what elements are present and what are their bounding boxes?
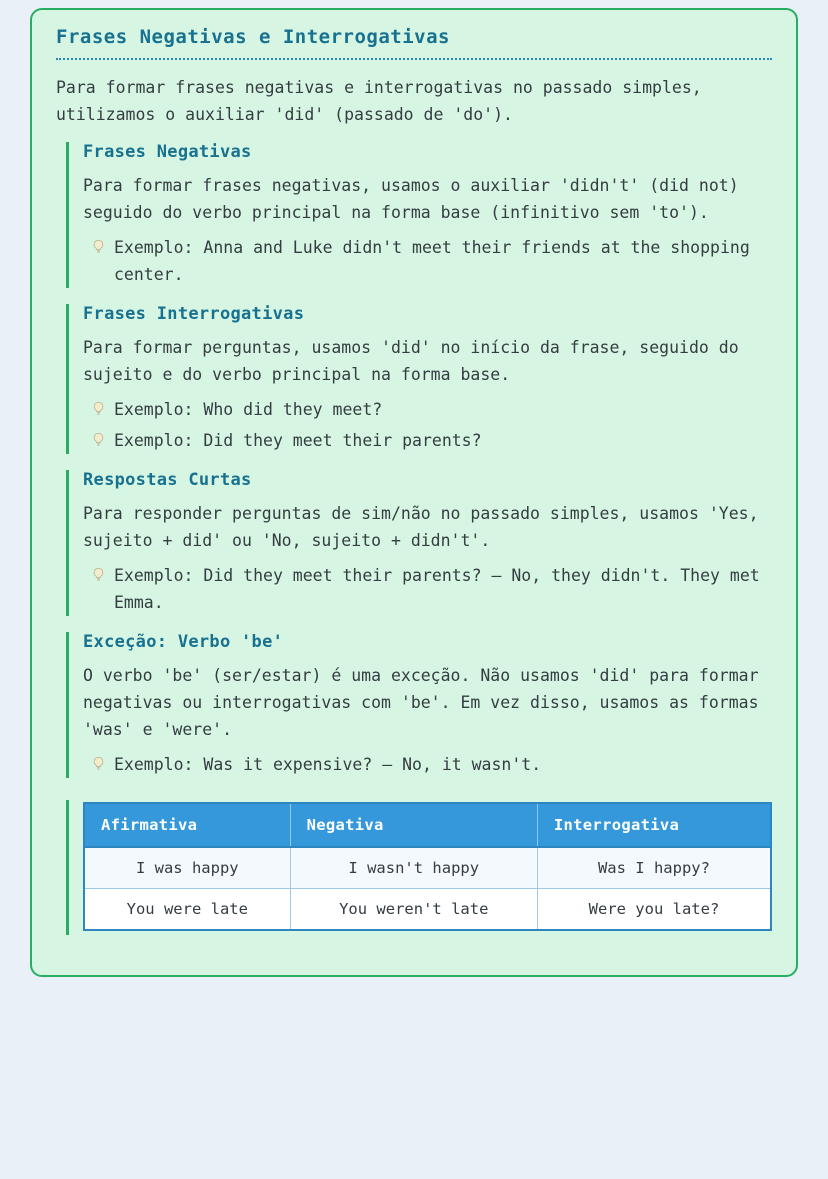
section-body: Para formar perguntas, usamos 'did' no início da frase, seguido do sujeito e do verbo principal na forma base. <box>83 338 739 384</box>
section-frases-negativas <box>66 142 772 288</box>
section-body: Para formar frases negativas, usamos o auxiliar 'didn't' (did not) seguido do verbo principal na forma base (infinitivo sem 'to'). <box>83 176 739 222</box>
example-item <box>83 396 772 423</box>
table-cell: You weren't late <box>290 889 537 931</box>
table-cell: Was I happy? <box>537 847 771 889</box>
be-forms-table-block <box>66 800 772 935</box>
table-cell: I was happy <box>84 847 290 889</box>
table-body <box>84 847 771 930</box>
example-text: Exemplo: Who did they meet? <box>114 400 383 419</box>
example-item <box>83 751 772 778</box>
section-body: O verbo 'be' (ser/estar) é uma exceção. Não usamos 'did' para formar negativas ou interrogativas com 'be'. Em vez disso, usamos as formas 'was' e 'were'. <box>83 666 759 739</box>
lightbulb-icon <box>91 567 106 582</box>
section-heading: Respostas Curtas <box>83 470 252 490</box>
section-frases-interrogativas <box>66 304 772 454</box>
intro-text: Para formar frases negativas e interrogativas no passado simples, utilizamos o auxiliar 'did' (passado de 'do'). <box>56 78 702 124</box>
table-head <box>84 803 771 847</box>
example-item <box>83 562 772 616</box>
table-row <box>84 889 771 931</box>
table-row <box>84 847 771 889</box>
page <box>0 8 828 1179</box>
example-item <box>83 427 772 454</box>
example-item <box>83 234 772 288</box>
example-text: Exemplo: Was it expensive? – No, it wasn't. <box>114 755 542 774</box>
table-header-interrogativa: Interrogativa <box>537 803 771 847</box>
section-heading: Exceção: Verbo 'be' <box>83 632 284 652</box>
table-header-afirmativa: Afirmativa <box>84 803 290 847</box>
lightbulb-icon <box>91 432 106 447</box>
table-header-negativa: Negativa <box>290 803 537 847</box>
page-title: Frases Negativas e Interrogativas <box>56 26 772 60</box>
table-cell: Were you late? <box>537 889 771 931</box>
lightbulb-icon <box>91 401 106 416</box>
be-forms-table <box>83 802 772 931</box>
section-heading: Frases Interrogativas <box>83 304 305 324</box>
lesson-card <box>30 8 798 977</box>
section-body: Para responder perguntas de sim/não no passado simples, usamos 'Yes, sujeito + did' ou 'No, sujeito + didn't'. <box>83 504 759 550</box>
example-text: Exemplo: Anna and Luke didn't meet their friends at the shopping center. <box>114 238 750 284</box>
table-cell: I wasn't happy <box>290 847 537 889</box>
section-respostas-curtas <box>66 470 772 616</box>
section-heading: Frases Negativas <box>83 142 252 162</box>
table-cell: You were late <box>84 889 290 931</box>
lightbulb-icon <box>91 239 106 254</box>
example-text: Exemplo: Did they meet their parents? <box>114 431 482 450</box>
table-header-row <box>84 803 771 847</box>
lightbulb-icon <box>91 756 106 771</box>
section-excecao-verbo-be <box>66 632 772 778</box>
example-text: Exemplo: Did they meet their parents? – No, they didn't. They met Emma. <box>114 566 760 612</box>
